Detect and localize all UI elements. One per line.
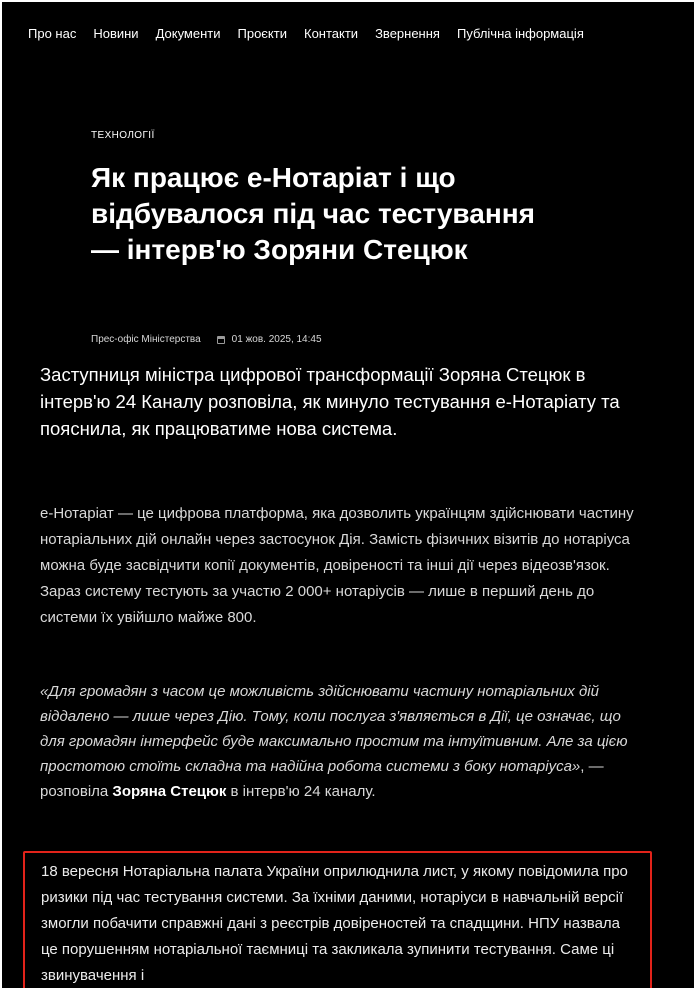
article-quote	[40, 679, 630, 804]
quote-speaker: Зоряна Стецюк	[112, 783, 227, 800]
article-lead: Заступниця міністра цифрової трансформації Зоряна Стецюк в інтерв'ю 24 Каналу розповіла, як минуло тестування е-Нотаріату та пояснила, як працюватиме нова система.	[40, 364, 620, 439]
quote-attribution-pre: , — розповіла	[40, 758, 604, 800]
article-title: Як працює е-Нотаріат і що відбувалося під час тестування — інтерв'ю Зоряни Стецюк	[91, 162, 535, 265]
article-meta	[91, 334, 322, 345]
nav-item-public-information[interactable]: Публічна інформація	[456, 26, 584, 41]
article-paragraph: е-Нотаріат — це цифрова платформа, яка дозволить українцям здійснювати частину нотаріальних дій онлайн через застосунок Дія. Замість фізичних візитів до нотаріуса можна буде засвідчити копії документів, довіреності та інші дії через відеозв'язок. Зараз систему тестують за участю 2 000+ нотаріусів — лише в перший день до системи їх увійшло майже 800.	[40, 505, 634, 626]
nav-item-contacts[interactable]: Контакти	[304, 26, 359, 41]
highlighted-paragraph-box	[23, 851, 652, 988]
highlighted-paragraph: 18 вересня Нотаріальна палата України оприлюднила лист, у якому повідомила про ризики під час тестування системи. За їхніми даними, нотаріуси в навчальній версії змогли побачити справжні дані з реєстрів довіреностей та спадщини. НПУ назвала це порушенням нотаріальної таємниці та закликала зупинити тестування. Саме ці звинувачення і	[41, 863, 628, 984]
article-author: Прес-офіс Міністерства	[91, 334, 201, 345]
quote-text: «Для громадян з часом це можливість здійснювати частину нотаріальних дій віддалено — лише через Дію. Тому, коли послуга з'являється в Дії, це означає, що для громадян інтерфейс буде максимально простим та інтуїтивним. Але за цією простотою стоїть складна та надійна робота системи з боку нотаріуса»	[40, 683, 628, 775]
nav-item-appeals[interactable]: Звернення	[375, 26, 440, 41]
page-frame	[2, 2, 694, 988]
top-navigation	[28, 26, 584, 41]
article-date: 01 жов. 2025, 14:45	[231, 334, 322, 345]
nav-item-news[interactable]: Новини	[93, 26, 139, 41]
quote-attribution-post: в інтерв'ю 24 каналу.	[226, 783, 376, 800]
nav-item-about[interactable]: Про нас	[28, 26, 77, 41]
calendar-icon	[217, 336, 225, 344]
article-category[interactable]: ТЕХНОЛОГІЇ	[91, 130, 155, 141]
nav-item-projects[interactable]: Проєкти	[237, 26, 287, 41]
nav-item-documents[interactable]: Документи	[155, 26, 221, 41]
